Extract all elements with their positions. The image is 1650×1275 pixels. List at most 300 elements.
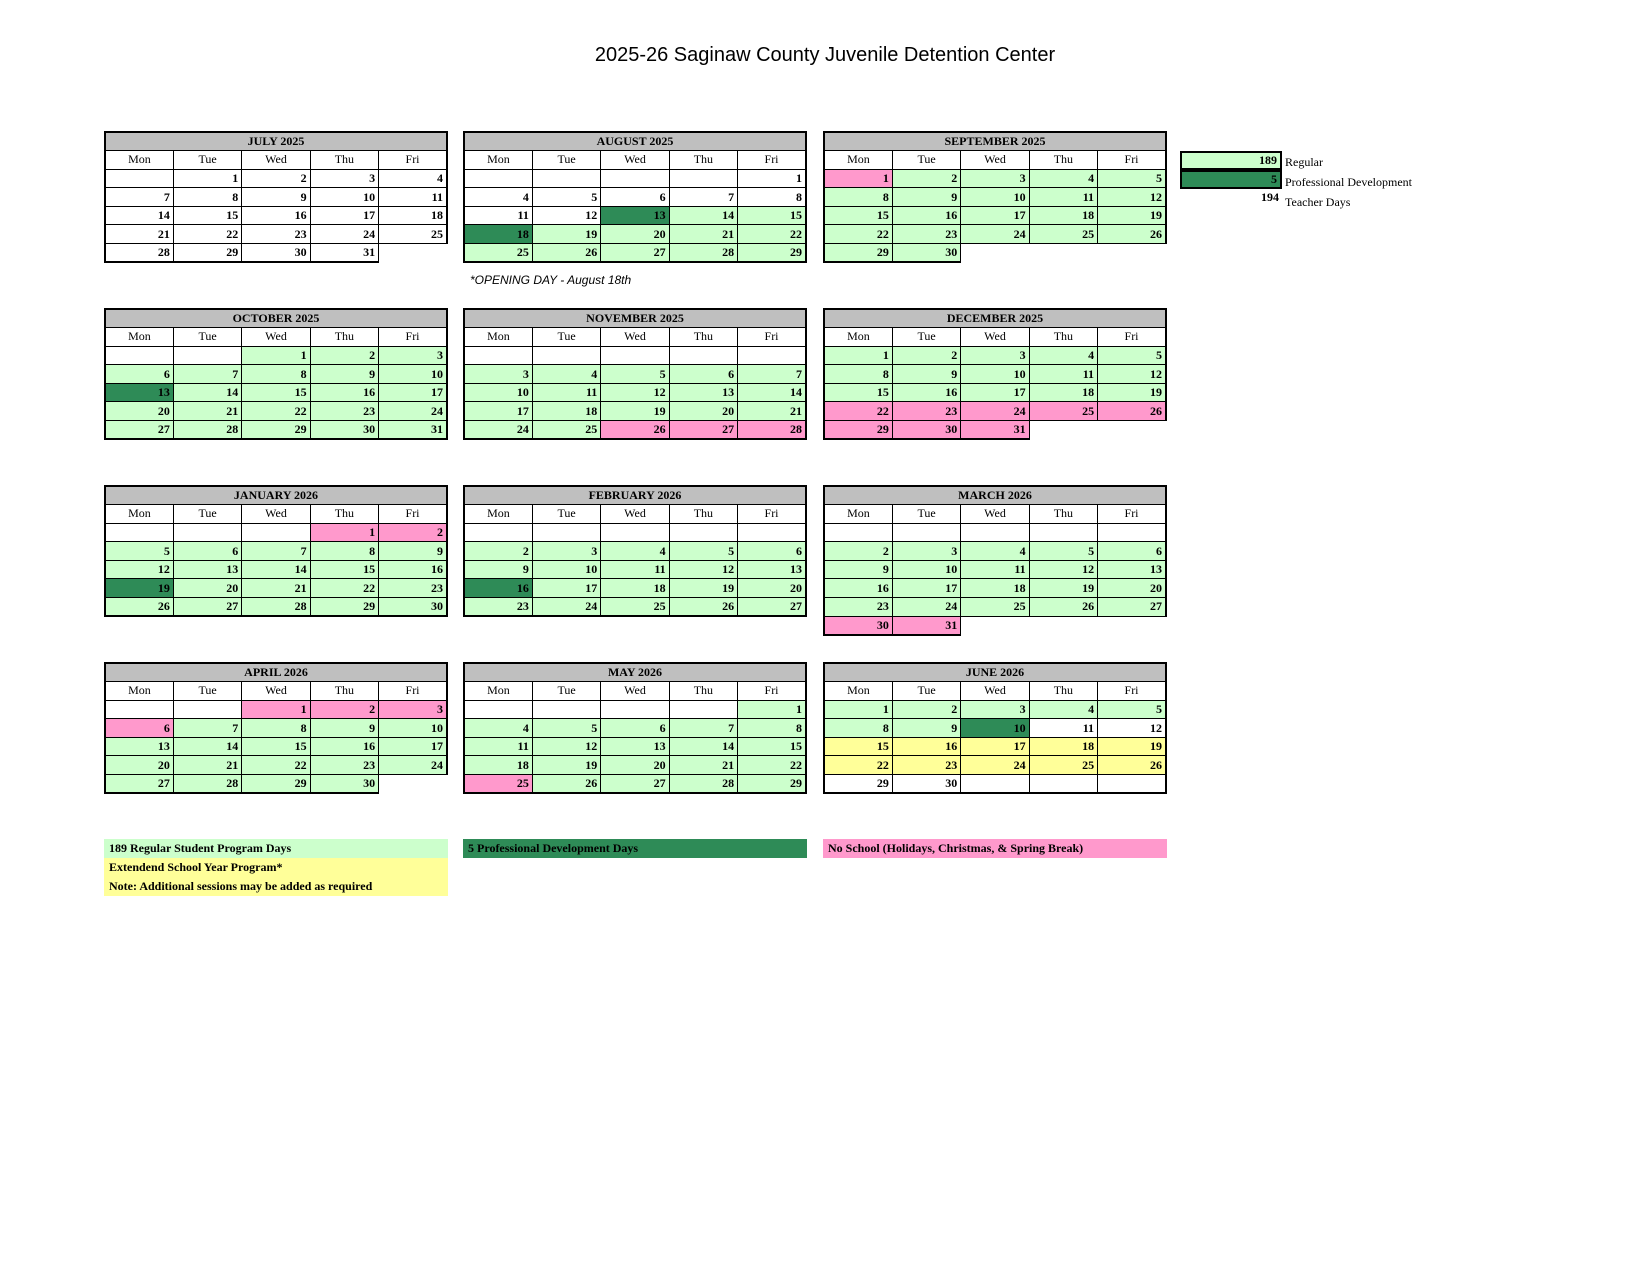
- day-cell: 26: [532, 244, 600, 263]
- day-cell: 29: [738, 775, 806, 794]
- day-cell: 7: [738, 365, 806, 384]
- weekday-header: Wed: [601, 505, 669, 524]
- empty-day-cell: [961, 523, 1029, 542]
- day-cell: 10: [961, 188, 1029, 207]
- day-cell: 7: [669, 719, 737, 738]
- weekday-header: Tue: [173, 505, 241, 524]
- day-cell: 25: [464, 244, 532, 263]
- day-cell: 19: [105, 579, 173, 598]
- day-cell: 10: [961, 365, 1029, 384]
- empty-day-cell: [738, 346, 806, 365]
- weekday-header: Fri: [379, 682, 447, 701]
- day-cell: 16: [464, 579, 532, 598]
- day-cell: 24: [379, 756, 447, 775]
- legend-no-school: No School (Holidays, Christmas, & Spring Break): [823, 839, 1167, 858]
- day-cell: 4: [961, 542, 1029, 561]
- day-cell: 14: [738, 383, 806, 402]
- weekday-header: Tue: [532, 682, 600, 701]
- month-title: MAY 2026: [464, 663, 806, 682]
- day-cell: 5: [1029, 542, 1097, 561]
- day-cell: 2: [242, 169, 310, 188]
- month-calendar: [823, 662, 1167, 794]
- day-cell: 13: [738, 560, 806, 579]
- empty-day-cell: [105, 700, 173, 719]
- month-calendar: [104, 485, 448, 617]
- day-cell: 7: [173, 719, 241, 738]
- day-cell: 11: [464, 206, 532, 225]
- month-calendar: [823, 131, 1167, 263]
- day-cell: 27: [738, 598, 806, 617]
- day-cell: 12: [532, 206, 600, 225]
- summary-teacher-label: Teacher Days: [1285, 195, 1351, 209]
- day-cell: 30: [824, 616, 892, 635]
- legend-note: Note: Additional sessions may be added as required: [104, 877, 448, 896]
- day-cell: 20: [601, 756, 669, 775]
- day-cell: 28: [173, 421, 241, 440]
- day-cell: 21: [669, 225, 737, 244]
- day-cell: 20: [601, 225, 669, 244]
- weekday-header: Mon: [105, 328, 173, 347]
- day-cell: 3: [961, 169, 1029, 188]
- day-cell: 23: [464, 598, 532, 617]
- day-cell: 18: [1029, 383, 1097, 402]
- day-cell: 3: [379, 346, 447, 365]
- day-cell: 15: [173, 206, 241, 225]
- day-cell: 22: [824, 402, 892, 421]
- weekday-header: Mon: [464, 505, 532, 524]
- day-cell: 23: [379, 579, 447, 598]
- empty-day-cell: [173, 700, 241, 719]
- day-cell: 17: [310, 206, 378, 225]
- summary-teacher-count: 194: [1261, 190, 1279, 204]
- day-cell: 22: [242, 402, 310, 421]
- weekday-header: Tue: [173, 151, 241, 170]
- day-cell: 17: [379, 737, 447, 756]
- day-cell: 12: [1098, 188, 1166, 207]
- summary-pd-count: 5: [1180, 170, 1282, 189]
- day-cell: 23: [310, 402, 378, 421]
- month-title: JUNE 2026: [824, 663, 1166, 682]
- day-cell: 13: [173, 560, 241, 579]
- weekday-header: Fri: [379, 328, 447, 347]
- day-cell: 25: [379, 225, 447, 244]
- day-cell: 24: [961, 756, 1029, 775]
- weekday-header: Fri: [738, 682, 806, 701]
- day-cell: 30: [892, 421, 960, 440]
- day-cell: 26: [1029, 598, 1097, 617]
- weekday-header: Tue: [892, 682, 960, 701]
- weekday-header: Fri: [379, 505, 447, 524]
- day-cell: 17: [961, 737, 1029, 756]
- day-cell: 25: [1029, 756, 1097, 775]
- weekday-header: Thu: [310, 505, 378, 524]
- day-cell: 16: [892, 737, 960, 756]
- weekday-header: Thu: [310, 682, 378, 701]
- empty-day-cell: [824, 523, 892, 542]
- day-cell: 4: [1029, 346, 1097, 365]
- empty-day-cell: [961, 244, 1029, 263]
- day-cell: 30: [310, 775, 378, 794]
- day-cell: 26: [1098, 756, 1166, 775]
- day-cell: 28: [738, 421, 806, 440]
- day-cell: 13: [601, 737, 669, 756]
- day-cell: 3: [961, 346, 1029, 365]
- day-cell: 2: [310, 346, 378, 365]
- day-cell: 22: [310, 579, 378, 598]
- month-title: JULY 2025: [105, 132, 447, 151]
- day-cell: 12: [105, 560, 173, 579]
- day-cell: 23: [892, 402, 960, 421]
- empty-day-cell: [464, 523, 532, 542]
- month-title: FEBRUARY 2026: [464, 486, 806, 505]
- day-cell: 1: [824, 169, 892, 188]
- day-cell: 28: [669, 775, 737, 794]
- day-cell: 7: [242, 542, 310, 561]
- day-cell: 17: [961, 383, 1029, 402]
- day-cell: 12: [1029, 560, 1097, 579]
- day-cell: 15: [242, 737, 310, 756]
- weekday-header: Mon: [824, 328, 892, 347]
- day-cell: 31: [961, 421, 1029, 440]
- day-cell: 24: [892, 598, 960, 617]
- day-cell: 16: [310, 383, 378, 402]
- day-cell: 8: [310, 542, 378, 561]
- day-cell: 10: [379, 365, 447, 384]
- day-cell: 16: [379, 560, 447, 579]
- empty-day-cell: [532, 346, 600, 365]
- day-cell: 4: [532, 365, 600, 384]
- day-cell: 18: [601, 579, 669, 598]
- day-cell: 18: [532, 402, 600, 421]
- day-cell: 30: [310, 421, 378, 440]
- day-cell: 8: [173, 188, 241, 207]
- day-cell: 11: [961, 560, 1029, 579]
- day-cell: 29: [242, 421, 310, 440]
- day-cell: 24: [532, 598, 600, 617]
- day-cell: 31: [310, 244, 378, 263]
- day-cell: 29: [310, 598, 378, 617]
- day-cell: 22: [824, 756, 892, 775]
- day-cell: 6: [105, 719, 173, 738]
- day-cell: 29: [824, 421, 892, 440]
- day-cell: 31: [892, 616, 960, 635]
- empty-day-cell: [961, 775, 1029, 794]
- month-calendar: [823, 308, 1167, 440]
- day-cell: 25: [532, 421, 600, 440]
- weekday-header: Thu: [1029, 151, 1097, 170]
- day-cell: 14: [173, 737, 241, 756]
- day-cell: 21: [105, 225, 173, 244]
- day-cell: 28: [173, 775, 241, 794]
- day-cell: 4: [464, 719, 532, 738]
- month-title: MARCH 2026: [824, 486, 1166, 505]
- day-cell: 15: [310, 560, 378, 579]
- day-cell: 23: [310, 756, 378, 775]
- day-cell: 11: [1029, 719, 1097, 738]
- day-cell: 30: [379, 598, 447, 617]
- empty-day-cell: [105, 523, 173, 542]
- weekday-header: Wed: [242, 682, 310, 701]
- empty-day-cell: [1098, 244, 1166, 263]
- day-cell: 20: [1098, 579, 1166, 598]
- summary-regular-label: Regular: [1285, 155, 1323, 169]
- empty-day-cell: [173, 523, 241, 542]
- day-cell: 22: [824, 225, 892, 244]
- day-cell: 17: [961, 206, 1029, 225]
- weekday-header: Wed: [961, 328, 1029, 347]
- month-title: JANUARY 2026: [105, 486, 447, 505]
- empty-day-cell: [379, 775, 447, 794]
- empty-day-cell: [892, 523, 960, 542]
- day-cell: 12: [669, 560, 737, 579]
- month-title: SEPTEMBER 2025: [824, 132, 1166, 151]
- day-cell: 13: [669, 383, 737, 402]
- day-cell: 1: [310, 523, 378, 542]
- day-cell: 6: [601, 188, 669, 207]
- empty-day-cell: [961, 616, 1029, 635]
- weekday-header: Fri: [379, 151, 447, 170]
- month-calendar: [463, 308, 807, 440]
- day-cell: 26: [669, 598, 737, 617]
- day-cell: 9: [242, 188, 310, 207]
- day-cell: 11: [601, 560, 669, 579]
- day-cell: 1: [173, 169, 241, 188]
- day-cell: 5: [105, 542, 173, 561]
- day-cell: 27: [173, 598, 241, 617]
- month-calendar: [104, 308, 448, 440]
- day-cell: 18: [379, 206, 447, 225]
- day-cell: 24: [961, 225, 1029, 244]
- day-cell: 21: [242, 579, 310, 598]
- day-cell: 15: [824, 737, 892, 756]
- month-calendar: [463, 662, 807, 794]
- day-cell: 20: [105, 402, 173, 421]
- day-cell: 24: [379, 402, 447, 421]
- empty-day-cell: [464, 169, 532, 188]
- empty-day-cell: [105, 169, 173, 188]
- empty-day-cell: [532, 523, 600, 542]
- day-cell: 22: [173, 225, 241, 244]
- day-cell: 27: [1098, 598, 1166, 617]
- day-cell: 10: [892, 560, 960, 579]
- weekday-header: Mon: [105, 151, 173, 170]
- day-cell: 30: [892, 775, 960, 794]
- day-cell: 17: [532, 579, 600, 598]
- day-cell: 9: [464, 560, 532, 579]
- day-cell: 16: [892, 383, 960, 402]
- page-title: 2025-26 Saginaw County Juvenile Detention Center: [594, 44, 1056, 66]
- month-title: NOVEMBER 2025: [464, 309, 806, 328]
- legend-regular: 189 Regular Student Program Days: [104, 839, 448, 858]
- day-cell: 8: [242, 365, 310, 384]
- weekday-header: Thu: [669, 505, 737, 524]
- empty-day-cell: [601, 523, 669, 542]
- empty-day-cell: [601, 700, 669, 719]
- day-cell: 7: [669, 188, 737, 207]
- day-cell: 12: [1098, 719, 1166, 738]
- empty-day-cell: [464, 346, 532, 365]
- month-calendar: [463, 131, 807, 263]
- day-cell: 12: [532, 737, 600, 756]
- day-cell: 3: [464, 365, 532, 384]
- day-cell: 16: [892, 206, 960, 225]
- day-cell: 24: [464, 421, 532, 440]
- day-cell: 6: [1098, 542, 1166, 561]
- day-cell: 12: [601, 383, 669, 402]
- legend-extended: Extendend School Year Program*: [104, 858, 448, 877]
- day-cell: 19: [1098, 383, 1166, 402]
- empty-day-cell: [669, 523, 737, 542]
- day-cell: 11: [464, 737, 532, 756]
- day-cell: 6: [173, 542, 241, 561]
- weekday-header: Wed: [242, 505, 310, 524]
- day-cell: 3: [961, 700, 1029, 719]
- empty-day-cell: [532, 700, 600, 719]
- day-cell: 8: [242, 719, 310, 738]
- weekday-header: Tue: [892, 151, 960, 170]
- day-cell: 3: [379, 700, 447, 719]
- weekday-header: Tue: [532, 328, 600, 347]
- day-cell: 6: [105, 365, 173, 384]
- day-cell: 20: [105, 756, 173, 775]
- weekday-header: Thu: [1029, 328, 1097, 347]
- day-cell: 22: [242, 756, 310, 775]
- day-cell: 6: [601, 719, 669, 738]
- empty-day-cell: [105, 346, 173, 365]
- day-cell: 10: [532, 560, 600, 579]
- day-cell: 19: [1098, 737, 1166, 756]
- day-cell: 5: [669, 542, 737, 561]
- day-cell: 24: [310, 225, 378, 244]
- day-cell: 7: [105, 188, 173, 207]
- day-cell: 18: [1029, 737, 1097, 756]
- legend-professional-development: 5 Professional Development Days: [463, 839, 807, 858]
- day-cell: 9: [310, 365, 378, 384]
- day-cell: 9: [379, 542, 447, 561]
- day-cell: 5: [532, 188, 600, 207]
- month-calendar: [104, 131, 448, 263]
- empty-day-cell: [173, 346, 241, 365]
- day-cell: 4: [601, 542, 669, 561]
- day-cell: 21: [669, 756, 737, 775]
- day-cell: 10: [961, 719, 1029, 738]
- empty-day-cell: [1029, 775, 1097, 794]
- day-cell: 19: [532, 756, 600, 775]
- day-cell: 3: [310, 169, 378, 188]
- day-cell: 8: [738, 188, 806, 207]
- day-cell: 27: [105, 421, 173, 440]
- day-cell: 20: [738, 579, 806, 598]
- day-cell: 13: [105, 737, 173, 756]
- empty-day-cell: [738, 523, 806, 542]
- empty-day-cell: [1098, 421, 1166, 440]
- day-cell: 2: [464, 542, 532, 561]
- empty-day-cell: [532, 169, 600, 188]
- day-cell: 20: [173, 579, 241, 598]
- weekday-header: Wed: [601, 682, 669, 701]
- day-cell: 30: [892, 244, 960, 263]
- weekday-header: Wed: [242, 328, 310, 347]
- weekday-header: Fri: [1098, 682, 1166, 701]
- weekday-header: Fri: [1098, 151, 1166, 170]
- day-cell: 29: [173, 244, 241, 263]
- day-cell: 19: [532, 225, 600, 244]
- day-cell: 29: [242, 775, 310, 794]
- weekday-header: Tue: [532, 505, 600, 524]
- day-cell: 2: [892, 169, 960, 188]
- day-cell: 15: [738, 737, 806, 756]
- day-cell: 14: [173, 383, 241, 402]
- weekday-header: Wed: [961, 151, 1029, 170]
- day-cell: 4: [464, 188, 532, 207]
- day-cell: 21: [738, 402, 806, 421]
- day-cell: 8: [738, 719, 806, 738]
- day-cell: 5: [1098, 169, 1166, 188]
- day-cell: 4: [1029, 169, 1097, 188]
- day-cell: 23: [824, 598, 892, 617]
- day-cell: 19: [669, 579, 737, 598]
- day-cell: 5: [532, 719, 600, 738]
- day-cell: 18: [1029, 206, 1097, 225]
- day-cell: 8: [824, 365, 892, 384]
- day-cell: 1: [824, 700, 892, 719]
- weekday-header: Wed: [601, 151, 669, 170]
- day-cell: 14: [669, 206, 737, 225]
- weekday-header: Mon: [464, 682, 532, 701]
- weekday-header: Wed: [601, 328, 669, 347]
- day-cell: 18: [464, 756, 532, 775]
- day-cell: 5: [1098, 346, 1166, 365]
- weekday-header: Mon: [824, 682, 892, 701]
- weekday-header: Thu: [669, 682, 737, 701]
- empty-day-cell: [1029, 616, 1097, 635]
- weekday-header: Thu: [669, 328, 737, 347]
- day-cell: 27: [669, 421, 737, 440]
- day-cell: 2: [310, 700, 378, 719]
- day-cell: 18: [961, 579, 1029, 598]
- day-cell: 5: [601, 365, 669, 384]
- weekday-header: Mon: [105, 682, 173, 701]
- weekday-header: Fri: [1098, 505, 1166, 524]
- empty-day-cell: [601, 169, 669, 188]
- weekday-header: Thu: [310, 328, 378, 347]
- summary-regular-count: 189: [1180, 151, 1282, 170]
- day-cell: 28: [105, 244, 173, 263]
- day-cell: 27: [105, 775, 173, 794]
- day-cell: 7: [173, 365, 241, 384]
- weekday-header: Thu: [1029, 505, 1097, 524]
- weekday-header: Wed: [242, 151, 310, 170]
- weekday-header: Tue: [173, 682, 241, 701]
- month-title: OCTOBER 2025: [105, 309, 447, 328]
- day-cell: 9: [824, 560, 892, 579]
- day-cell: 23: [892, 756, 960, 775]
- day-cell: 28: [242, 598, 310, 617]
- day-cell: 11: [1029, 188, 1097, 207]
- weekday-header: Fri: [738, 505, 806, 524]
- weekday-header: Thu: [310, 151, 378, 170]
- day-cell: 1: [738, 700, 806, 719]
- day-cell: 26: [1098, 225, 1166, 244]
- empty-day-cell: [242, 523, 310, 542]
- day-cell: 3: [532, 542, 600, 561]
- weekday-header: Tue: [892, 328, 960, 347]
- month-calendar: [104, 662, 448, 794]
- empty-day-cell: [379, 244, 447, 263]
- empty-day-cell: [464, 700, 532, 719]
- day-cell: 9: [310, 719, 378, 738]
- empty-day-cell: [601, 346, 669, 365]
